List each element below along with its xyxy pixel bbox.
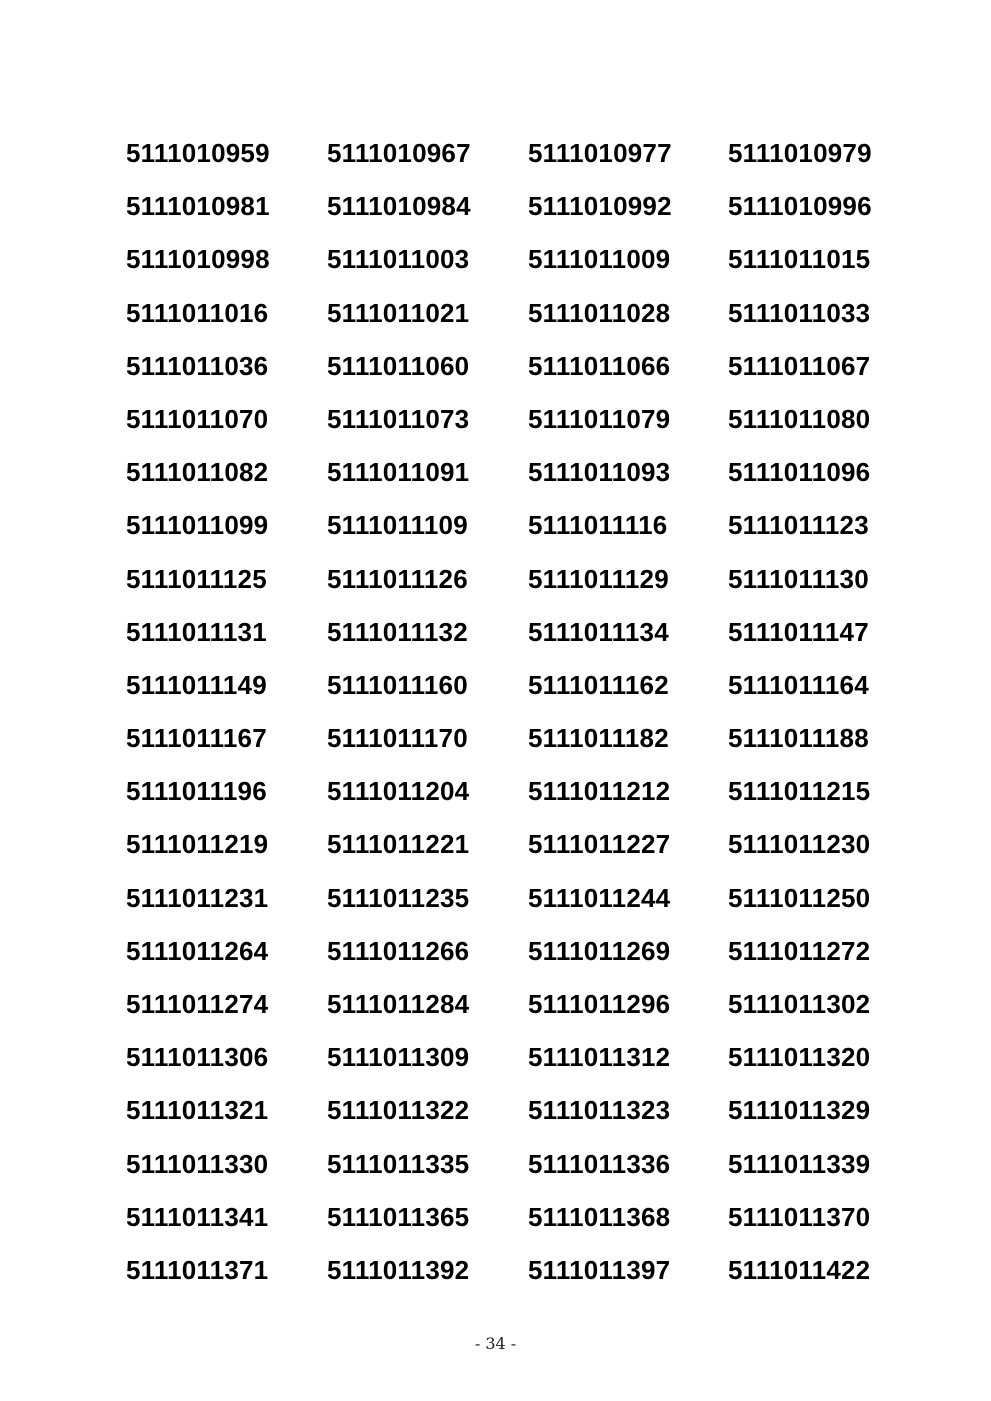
number-cell: 5111011196 bbox=[126, 776, 267, 807]
number-cell: 5111010996 bbox=[728, 191, 872, 222]
number-cell: 5111011021 bbox=[327, 297, 470, 328]
number-cell: 5111011131 bbox=[126, 616, 267, 647]
number-cell: 5111011109 bbox=[327, 510, 468, 541]
number-cell: 5111011130 bbox=[728, 563, 869, 594]
number-cell: 5111011170 bbox=[327, 723, 468, 754]
number-cell: 5111011003 bbox=[327, 244, 470, 275]
number-cell: 5111010979 bbox=[728, 138, 872, 168]
number-cell: 5111011164 bbox=[728, 669, 869, 700]
number-cell: 5111010998 bbox=[126, 244, 270, 275]
number-cell: 5111011274 bbox=[126, 989, 269, 1019]
number-cell: 5111011296 bbox=[528, 989, 671, 1019]
number-cell: 5111011182 bbox=[528, 723, 669, 754]
number-cell: 5111011015 bbox=[728, 244, 871, 275]
number-cell: 5111011123 bbox=[728, 510, 869, 541]
number-cell: 5111011134 bbox=[528, 616, 669, 647]
number-cell: 5111011116 bbox=[528, 510, 668, 541]
number-cell: 5111011162 bbox=[528, 669, 669, 700]
number-cell: 5111011066 bbox=[528, 350, 671, 381]
number-cell: 5111010959 bbox=[126, 138, 270, 168]
number-cell: 5111011336 bbox=[528, 1148, 671, 1179]
number-cell: 5111011221 bbox=[327, 829, 470, 860]
number-cell: 5111011341 bbox=[126, 1201, 269, 1232]
number-cell: 5111011096 bbox=[728, 457, 871, 488]
number-cell: 5111011167 bbox=[126, 723, 267, 754]
number-cell: 5111011067 bbox=[728, 350, 871, 381]
number-cell: 5111011160 bbox=[327, 669, 468, 700]
number-cell: 5111011323 bbox=[528, 1095, 671, 1126]
number-cell: 5111011079 bbox=[528, 403, 671, 434]
number-cell: 5111011235 bbox=[327, 882, 470, 913]
number-cell: 5111011219 bbox=[126, 829, 269, 860]
number-cell: 5111010977 bbox=[528, 138, 672, 168]
number-cell: 5111011227 bbox=[528, 829, 671, 860]
number-cell: 5111011070 bbox=[126, 403, 269, 434]
number-cell: 5111011368 bbox=[528, 1201, 671, 1232]
number-cell: 5111011365 bbox=[327, 1201, 470, 1232]
number-cell: 5111011060 bbox=[327, 350, 470, 381]
page-number: - 34 - bbox=[474, 1334, 517, 1353]
number-cell: 5111011371 bbox=[126, 1254, 269, 1285]
number-cell: 5111011132 bbox=[327, 616, 468, 647]
number-cell: 5111011422 bbox=[728, 1254, 871, 1285]
number-cell: 5111011309 bbox=[327, 1042, 470, 1073]
number-cell: 5111011272 bbox=[728, 935, 871, 966]
number-cell: 5111011322 bbox=[327, 1095, 470, 1126]
number-cell: 5111011126 bbox=[327, 563, 468, 594]
number-cell: 5111011231 bbox=[126, 882, 269, 913]
number-cell: 5111011321 bbox=[126, 1095, 269, 1126]
number-cell: 5111011082 bbox=[126, 457, 269, 488]
number-cell: 5111010992 bbox=[528, 191, 672, 222]
number-cell: 5111011320 bbox=[728, 1042, 871, 1073]
number-grid bbox=[126, 134, 886, 1304]
number-cell: 5111011312 bbox=[528, 1042, 671, 1073]
number-cell: 5111011188 bbox=[728, 723, 869, 754]
number-cell: 5111011033 bbox=[728, 297, 871, 328]
number-cell: 5111011250 bbox=[728, 882, 871, 913]
number-cell: 5111011149 bbox=[126, 669, 267, 700]
number-cell: 5111011093 bbox=[528, 457, 671, 488]
number-cell: 5111011099 bbox=[126, 510, 269, 541]
number-cell: 5111010967 bbox=[327, 138, 471, 168]
number-cell: 5111011073 bbox=[327, 403, 470, 434]
number-cell: 5111011329 bbox=[728, 1095, 871, 1126]
number-cell: 5111011269 bbox=[528, 935, 671, 966]
number-cell: 5111010984 bbox=[327, 191, 471, 222]
number-cell: 5111011397 bbox=[528, 1254, 671, 1285]
number-cell: 5111011036 bbox=[126, 350, 269, 381]
number-cell: 5111011370 bbox=[728, 1201, 871, 1232]
number-cell: 5111011330 bbox=[126, 1148, 269, 1179]
number-cell: 5111011016 bbox=[126, 297, 269, 328]
number-cell: 5111011125 bbox=[126, 563, 267, 594]
number-cell: 5111011129 bbox=[528, 563, 669, 594]
number-cell: 5111011091 bbox=[327, 457, 470, 488]
number-cell: 5111011306 bbox=[126, 1042, 269, 1073]
number-cell: 5111011302 bbox=[728, 989, 871, 1019]
number-cell: 5111011264 bbox=[126, 935, 269, 966]
number-cell: 5111011147 bbox=[728, 616, 869, 647]
number-cell: 5111011028 bbox=[528, 297, 671, 328]
number-cell: 5111011266 bbox=[327, 935, 470, 966]
number-cell: 5111011284 bbox=[327, 989, 470, 1019]
number-cell: 5111011244 bbox=[528, 882, 671, 913]
number-cell: 5111011230 bbox=[728, 829, 871, 860]
number-cell: 5111011339 bbox=[728, 1148, 871, 1179]
number-cell: 5111011204 bbox=[327, 776, 470, 807]
number-cell: 5111011215 bbox=[728, 776, 871, 807]
number-cell: 5111011009 bbox=[528, 244, 671, 275]
number-cell: 5111011392 bbox=[327, 1254, 470, 1285]
number-cell: 5111011335 bbox=[327, 1148, 470, 1179]
number-cell: 5111011080 bbox=[728, 403, 871, 434]
number-cell: 5111011212 bbox=[528, 776, 671, 807]
number-cell: 5111010981 bbox=[126, 191, 270, 222]
